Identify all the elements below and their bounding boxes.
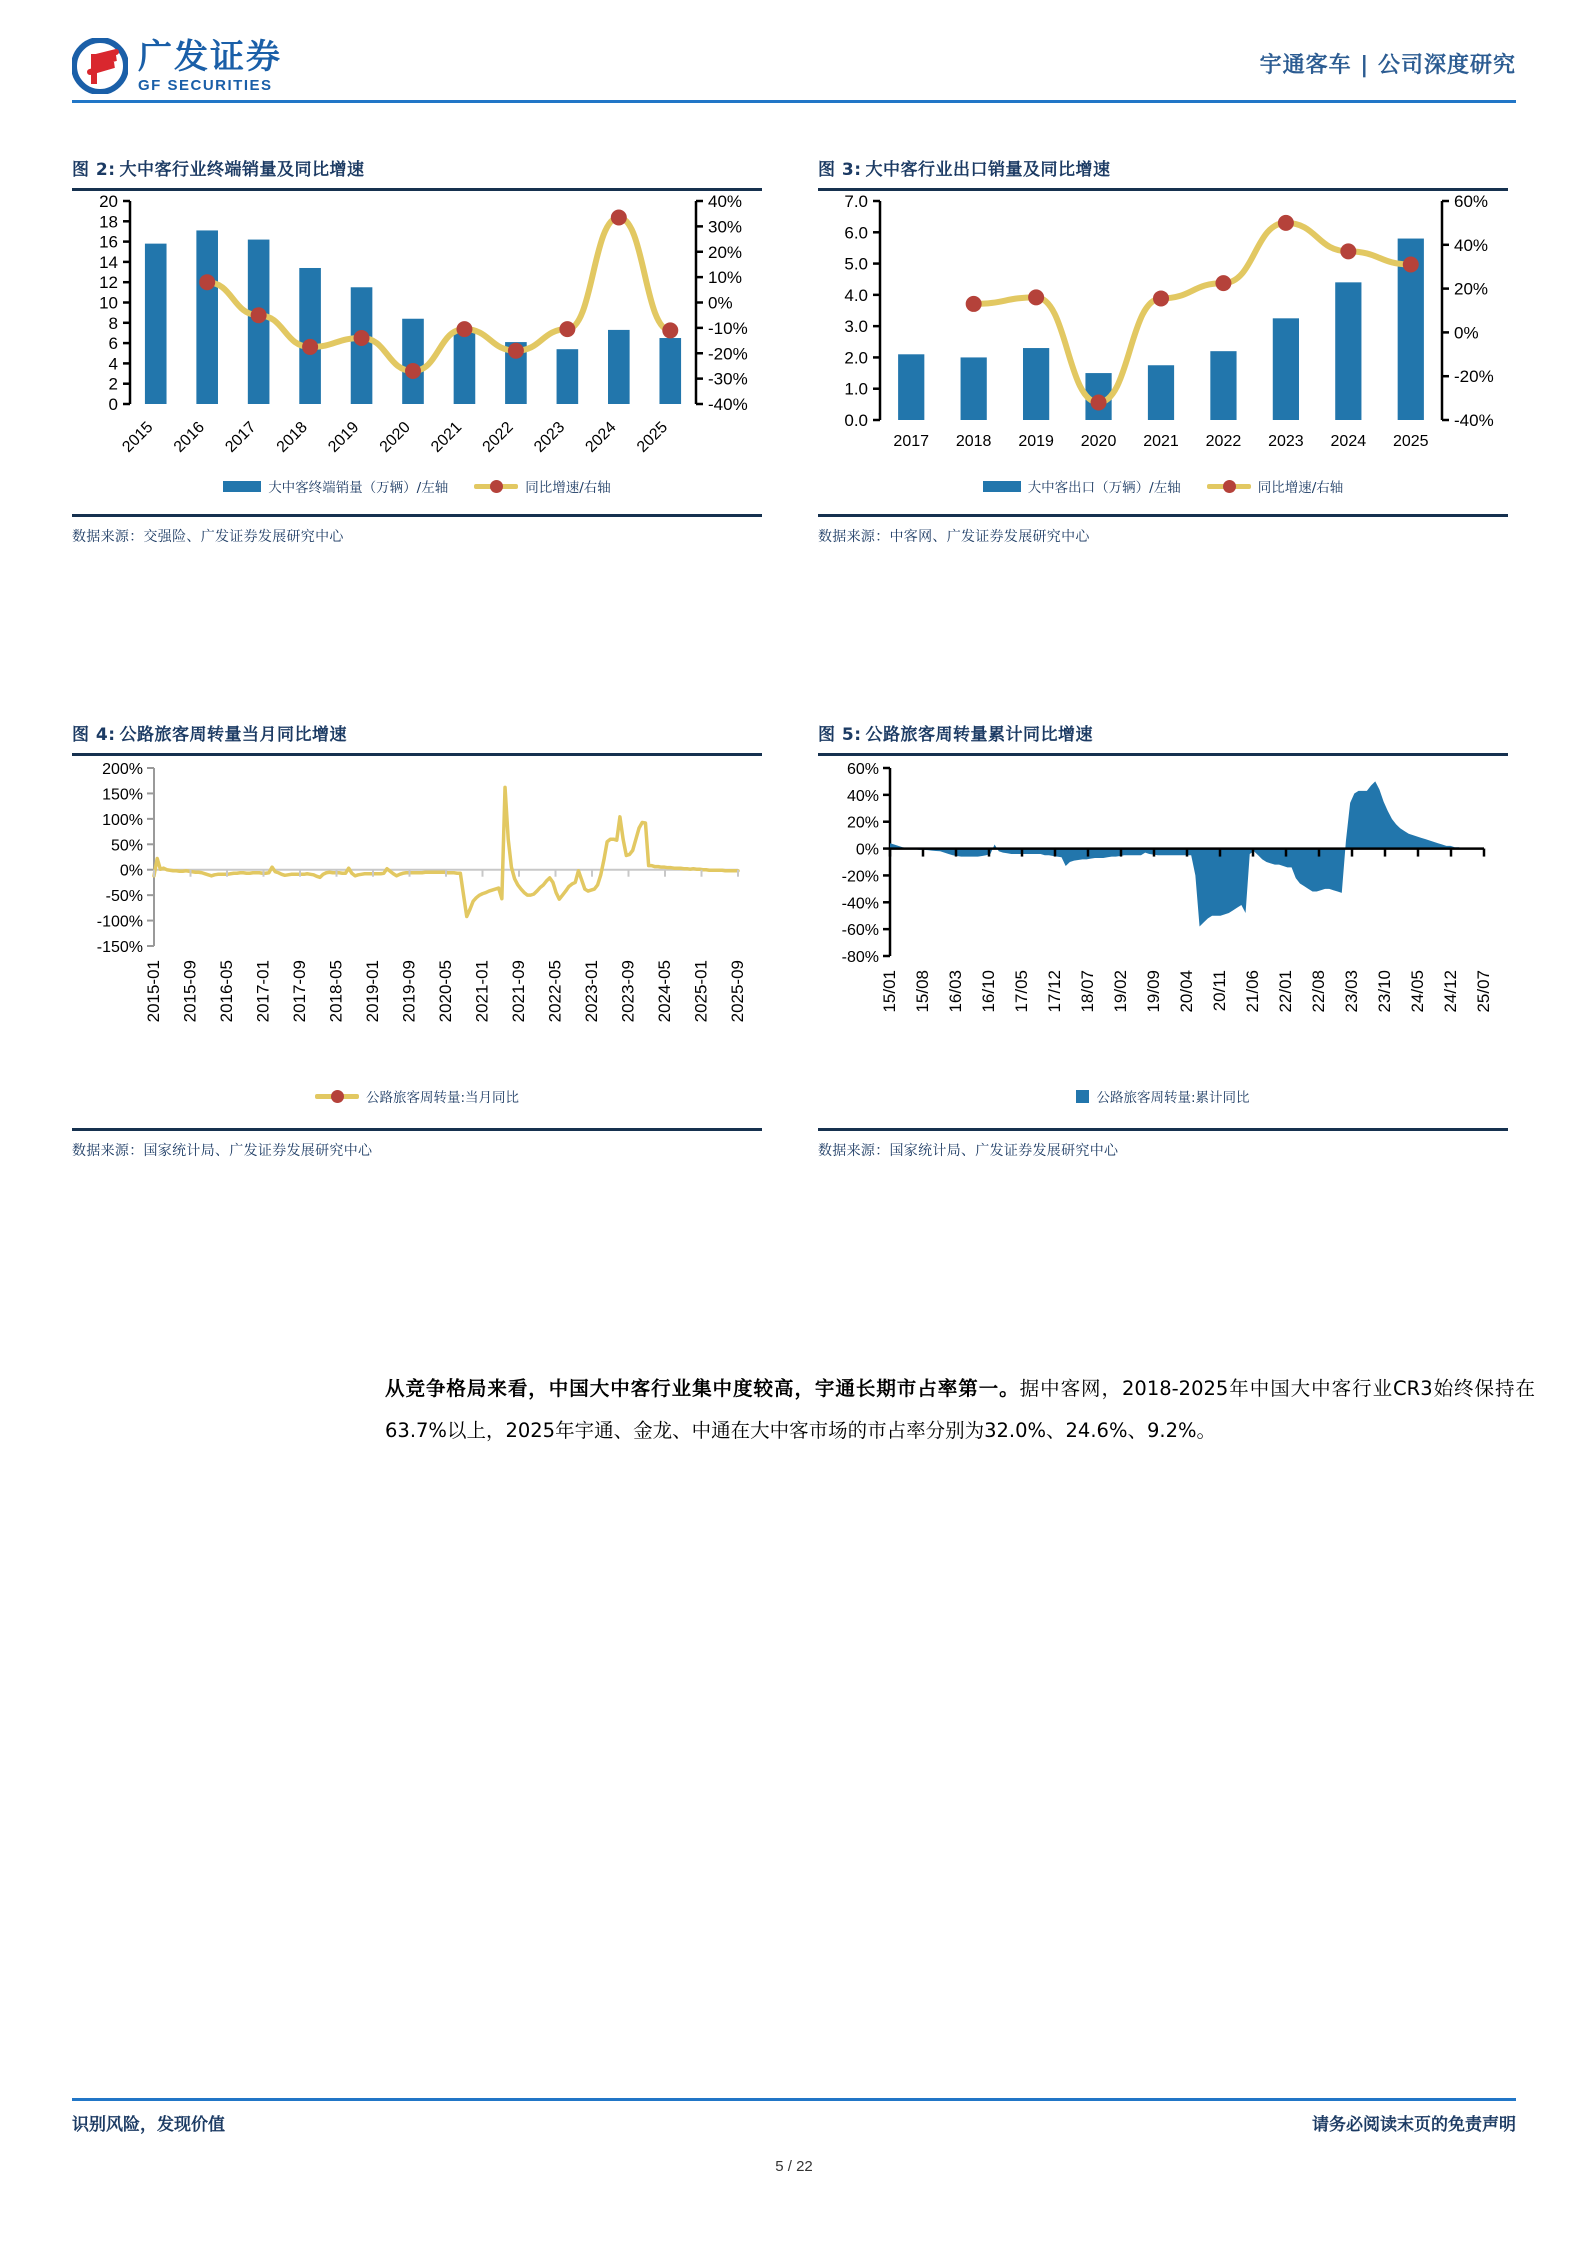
svg-text:2017-09: 2017-09 xyxy=(290,960,309,1023)
svg-text:2021-01: 2021-01 xyxy=(472,960,492,1023)
figure-4-plot xyxy=(72,756,762,1086)
svg-text:2017: 2017 xyxy=(893,433,930,450)
svg-text:17/12: 17/12 xyxy=(1045,970,1064,1013)
svg-text:-20%: -20% xyxy=(841,868,879,886)
svg-text:8: 8 xyxy=(108,313,118,333)
figure-2-title xyxy=(72,155,762,180)
figure-4-caption: 公路旅客周转量当月同比增速 xyxy=(119,725,348,745)
legend-label-area: 公路旅客周转量:累计同比 xyxy=(1096,1090,1250,1106)
figure-2-number: 图 2: xyxy=(72,160,116,180)
footer-divider xyxy=(72,2098,1516,2101)
area-swatch-icon xyxy=(1076,1090,1089,1103)
figure-3-panel xyxy=(818,155,1508,546)
footer-disclaimer: 请务必阅读末页的免责声明 xyxy=(1312,2115,1516,2135)
svg-text:2023: 2023 xyxy=(1268,433,1304,450)
svg-text:0.0: 0.0 xyxy=(844,411,868,430)
svg-text:0: 0 xyxy=(108,395,118,414)
svg-text:2025-09: 2025-09 xyxy=(728,960,747,1023)
header-title: 宇通客车 | 公司深度研究 xyxy=(1259,53,1516,78)
svg-text:2022-05: 2022-05 xyxy=(545,960,565,1023)
svg-text:2024: 2024 xyxy=(582,418,620,456)
bar-swatch-icon xyxy=(983,481,1021,492)
svg-text:20%: 20% xyxy=(708,242,743,262)
svg-text:5.0: 5.0 xyxy=(844,254,868,274)
gf-logo-icon xyxy=(72,38,128,94)
legend-item-line xyxy=(1207,476,1344,496)
svg-text:0%: 0% xyxy=(708,293,733,313)
figure-4-source: 数据来源：国家统计局、广发证券发展研究中心 xyxy=(72,1143,373,1159)
svg-text:16/03: 16/03 xyxy=(946,970,965,1013)
svg-text:21/06: 21/06 xyxy=(1243,970,1262,1013)
svg-text:2025-01: 2025-01 xyxy=(691,960,711,1023)
line-swatch-icon xyxy=(315,1094,359,1099)
figure-4-title xyxy=(72,720,762,745)
svg-text:2015-01: 2015-01 xyxy=(144,960,163,1023)
svg-text:2022: 2022 xyxy=(479,418,517,456)
svg-text:20: 20 xyxy=(99,192,118,211)
svg-text:2015: 2015 xyxy=(119,418,157,456)
legend-label-bar: 大中客出口（万辆）/左轴 xyxy=(1027,480,1181,496)
svg-text:2018: 2018 xyxy=(955,433,992,450)
svg-text:-40%: -40% xyxy=(841,895,879,913)
header-divider xyxy=(72,100,1516,103)
svg-text:2018-05: 2018-05 xyxy=(326,960,346,1023)
svg-text:0%: 0% xyxy=(119,862,143,880)
svg-text:50%: 50% xyxy=(110,837,143,855)
svg-text:16/10: 16/10 xyxy=(979,970,998,1013)
paragraph-lead: 从竞争格局来看，中国大中客行业集中度较高，宇通长期市占率第一。 xyxy=(385,1377,1020,1400)
svg-text:2023-01: 2023-01 xyxy=(582,960,601,1023)
svg-text:2017: 2017 xyxy=(222,418,260,456)
svg-text:2022: 2022 xyxy=(1205,433,1242,450)
svg-text:20/11: 20/11 xyxy=(1210,970,1229,1012)
svg-text:0%: 0% xyxy=(1454,323,1479,343)
svg-text:2024: 2024 xyxy=(1330,433,1367,450)
svg-text:-30%: -30% xyxy=(708,369,748,389)
svg-text:30%: 30% xyxy=(708,217,743,237)
svg-text:22/08: 22/08 xyxy=(1309,970,1328,1013)
svg-text:100%: 100% xyxy=(102,811,143,829)
svg-text:2025: 2025 xyxy=(633,418,672,456)
svg-text:-100%: -100% xyxy=(96,913,143,931)
svg-text:7.0: 7.0 xyxy=(844,192,868,211)
svg-text:16: 16 xyxy=(99,232,118,252)
legend-item-area xyxy=(1076,1086,1249,1106)
svg-text:20/04: 20/04 xyxy=(1177,970,1196,1013)
svg-text:6.0: 6.0 xyxy=(844,223,868,243)
svg-text:-40%: -40% xyxy=(1454,411,1494,430)
figure-2-svg xyxy=(72,191,762,476)
svg-text:20%: 20% xyxy=(846,814,879,832)
svg-text:2020: 2020 xyxy=(376,418,414,456)
figure-5-caption: 公路旅客周转量累计同比增速 xyxy=(865,725,1094,745)
figure-5-source: 数据来源：国家统计局、广发证券发展研究中心 xyxy=(818,1143,1119,1159)
legend-label-bar: 大中客终端销量（万辆）/左轴 xyxy=(268,480,449,496)
svg-text:-150%: -150% xyxy=(96,939,143,956)
legend-label-line: 公路旅客周转量:当月同比 xyxy=(365,1090,520,1106)
page-header xyxy=(0,0,1588,116)
body-paragraph xyxy=(385,1368,1535,1452)
svg-text:-80%: -80% xyxy=(841,949,879,966)
figure-3-source: 数据来源：中客网、广发证券发展研究中心 xyxy=(818,529,1090,545)
figure-3-title xyxy=(818,155,1508,180)
svg-text:40%: 40% xyxy=(1454,235,1489,255)
svg-text:10: 10 xyxy=(99,293,118,313)
figure-4-legend xyxy=(72,1086,762,1106)
figure-2-panel xyxy=(72,155,762,546)
svg-text:2016: 2016 xyxy=(170,418,209,456)
svg-text:2021: 2021 xyxy=(428,418,466,456)
svg-text:12: 12 xyxy=(99,273,118,293)
figure-2-caption: 大中客行业终端销量及同比增速 xyxy=(119,160,365,180)
figure-3-legend xyxy=(818,476,1508,496)
svg-text:2.0: 2.0 xyxy=(844,348,868,368)
svg-text:2016-05: 2016-05 xyxy=(217,960,236,1023)
svg-text:1.0: 1.0 xyxy=(844,379,868,399)
svg-text:18/07: 18/07 xyxy=(1078,970,1097,1013)
legend-label-line: 同比增速/右轴 xyxy=(525,480,611,496)
svg-text:19/09: 19/09 xyxy=(1144,970,1163,1013)
svg-text:2015-09: 2015-09 xyxy=(180,960,200,1023)
figure-5-legend xyxy=(818,1086,1508,1106)
legend-item-line xyxy=(474,476,611,496)
svg-text:150%: 150% xyxy=(102,786,143,804)
figure-3-plot xyxy=(818,191,1508,476)
figure-2-source: 数据来源：交强险、广发证券发展研究中心 xyxy=(72,529,344,545)
line-swatch-icon xyxy=(1207,484,1251,489)
svg-text:40%: 40% xyxy=(708,192,743,211)
figure-3-svg xyxy=(818,191,1508,476)
figure-3-caption: 大中客行业出口销量及同比增速 xyxy=(865,160,1111,180)
svg-text:23/03: 23/03 xyxy=(1342,970,1361,1013)
svg-text:24/12: 24/12 xyxy=(1441,970,1460,1013)
svg-text:60%: 60% xyxy=(1454,192,1489,211)
paragraph-rest: 据中客网，2018-2025年中国大中客行业CR3始终保持在63.7%以上，2025年宇通、金龙、中通在大中客市场的市占率分别为32.0%、24.6%、9.2%。 xyxy=(385,1377,1535,1442)
svg-text:-60%: -60% xyxy=(841,922,879,940)
svg-text:-50%: -50% xyxy=(105,888,143,906)
svg-text:-20%: -20% xyxy=(1454,367,1494,387)
legend-item-line xyxy=(315,1086,519,1106)
svg-text:18: 18 xyxy=(99,212,118,232)
svg-text:14: 14 xyxy=(99,252,118,272)
svg-text:15/08: 15/08 xyxy=(913,970,932,1013)
svg-text:2025: 2025 xyxy=(1392,433,1429,450)
svg-text:2019-01: 2019-01 xyxy=(363,960,382,1023)
svg-text:-10%: -10% xyxy=(708,318,748,338)
svg-text:2020-05: 2020-05 xyxy=(436,960,455,1023)
legend-label-line: 同比增速/右轴 xyxy=(1257,480,1344,496)
svg-text:2020: 2020 xyxy=(1080,433,1117,450)
svg-text:0%: 0% xyxy=(855,841,879,859)
svg-text:60%: 60% xyxy=(846,761,879,778)
figure-3-number: 图 3: xyxy=(818,160,862,180)
footer-slogan: 识别风险，发现价值 xyxy=(72,2115,225,2135)
figure-5-svg xyxy=(818,756,1508,1086)
figure-5-panel xyxy=(818,720,1508,1160)
legend-item-bar xyxy=(223,476,448,496)
svg-text:24/05: 24/05 xyxy=(1408,970,1427,1013)
svg-text:4.0: 4.0 xyxy=(844,285,868,305)
svg-text:19/02: 19/02 xyxy=(1111,970,1130,1013)
figure-5-title xyxy=(818,720,1508,745)
svg-text:3.0: 3.0 xyxy=(844,317,868,337)
gf-securities-logo xyxy=(72,38,282,94)
legend-item-bar xyxy=(983,476,1181,496)
svg-text:25/07: 25/07 xyxy=(1474,970,1493,1013)
figure-4-number: 图 4: xyxy=(72,725,116,745)
figure-2-legend xyxy=(72,476,762,496)
svg-text:2017-01: 2017-01 xyxy=(253,960,273,1023)
svg-text:6: 6 xyxy=(108,334,118,354)
bar-swatch-icon xyxy=(223,481,261,492)
logo-en-text: GF SECURITIES xyxy=(138,76,273,94)
svg-text:15/01: 15/01 xyxy=(880,970,899,1013)
figure-2-plot xyxy=(72,191,762,476)
svg-text:2021-09: 2021-09 xyxy=(509,960,528,1023)
svg-text:20%: 20% xyxy=(1454,279,1489,299)
logo-cn-text: 广发证券 xyxy=(138,36,282,77)
svg-text:-40%: -40% xyxy=(708,395,748,414)
svg-text:22/01: 22/01 xyxy=(1276,970,1295,1013)
svg-text:2023: 2023 xyxy=(531,418,569,456)
line-swatch-icon xyxy=(474,484,518,489)
svg-text:2019: 2019 xyxy=(1018,433,1054,450)
svg-text:23/10: 23/10 xyxy=(1375,970,1394,1013)
svg-text:2: 2 xyxy=(108,374,118,394)
svg-text:40%: 40% xyxy=(846,787,879,805)
svg-text:2024-05: 2024-05 xyxy=(655,960,674,1023)
svg-text:2021: 2021 xyxy=(1143,433,1179,450)
figure-4-panel xyxy=(72,720,762,1160)
figure-5-number: 图 5: xyxy=(818,725,862,745)
svg-text:-20%: -20% xyxy=(708,344,748,364)
figure-5-plot xyxy=(818,756,1508,1086)
figure-4-svg xyxy=(72,756,762,1086)
page-number: 5 / 22 xyxy=(775,2158,813,2175)
svg-text:2019: 2019 xyxy=(325,418,363,456)
svg-text:10%: 10% xyxy=(708,268,743,288)
svg-text:200%: 200% xyxy=(102,761,143,778)
svg-text:4: 4 xyxy=(108,354,118,374)
svg-text:17/05: 17/05 xyxy=(1012,970,1031,1013)
svg-text:2019-09: 2019-09 xyxy=(399,960,419,1023)
svg-text:2018: 2018 xyxy=(273,418,311,456)
svg-text:2023-09: 2023-09 xyxy=(618,960,638,1023)
